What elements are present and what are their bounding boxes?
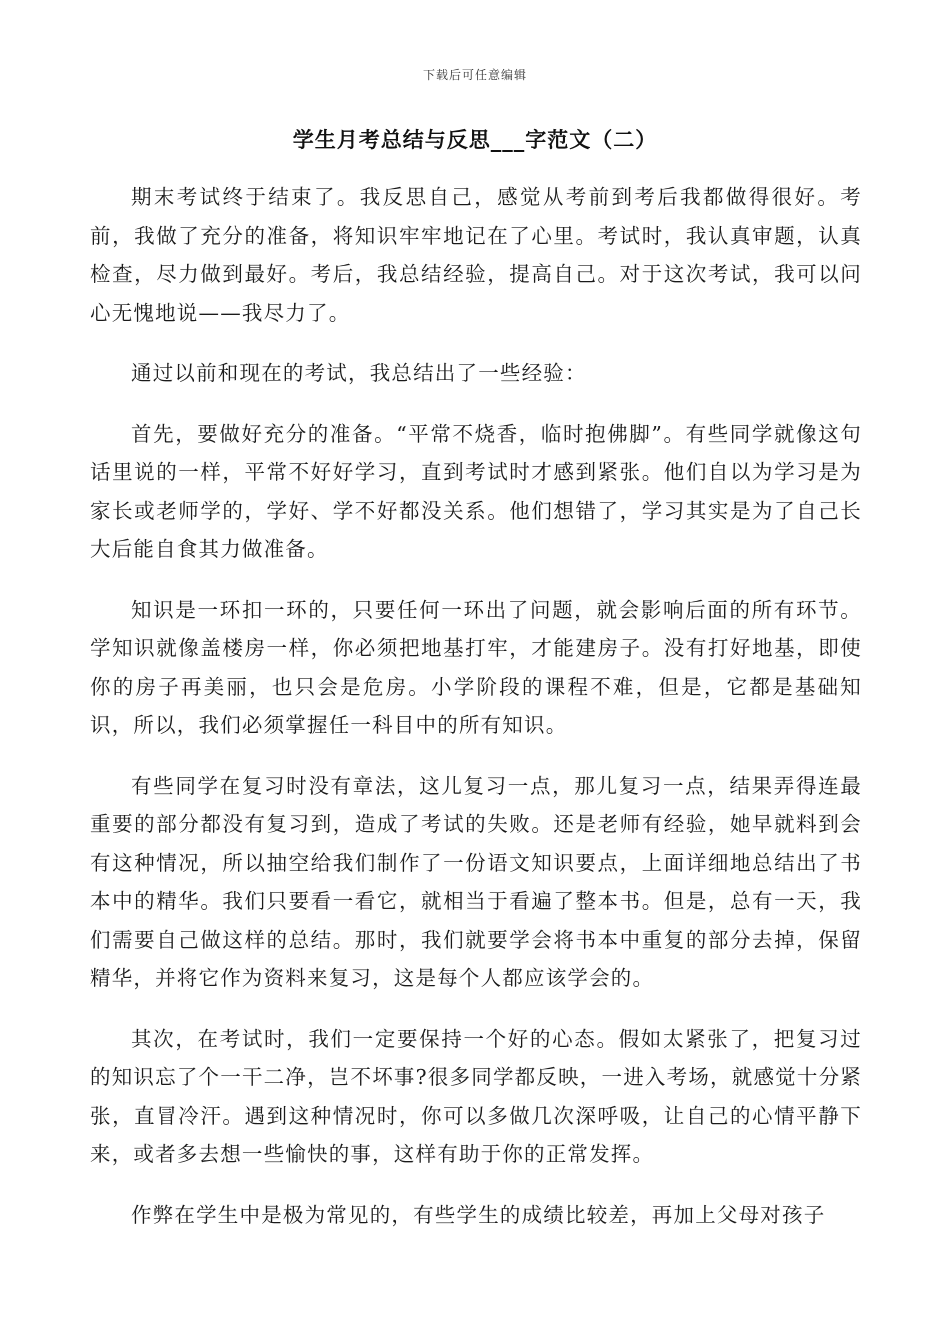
paragraph-2: 通过以前和现在的考试，我总结出了一些经验： bbox=[131, 361, 587, 385]
paragraph-1: 期末考试终于结束了。我反思自己，感觉从考前到考后我都做得很好。考前，我做了充分的准备，将知识牢牢地记在了心里。考试时，我认真审题，认真检查，尽力做到最好。考后，我总结经验，提高自己。对于这次考试，我可以问心无愧地说——我尽力了。 bbox=[90, 185, 862, 325]
header-note: 下载后可任意编辑 bbox=[422, 68, 527, 82]
paragraph-4: 知识是一环扣一环的，只要任何一环出了问题，就会影响后面的所有环节。学知识就像盖楼房一样，你必须把地基打牢，才能建房子。没有打好地基，即使你的房子再美丽，也只会是危房。小学阶段的课程不难，但是，它都是基础知识，所以，我们必须掌握任一科目中的所有知识。 bbox=[90, 597, 862, 737]
document-title: 学生月考总结与反思___字范文（二） bbox=[292, 127, 658, 152]
paragraph-7: 作弊在学生中是极为常见的，有些学生的成绩比较差，再加上父母对孩子 bbox=[131, 1202, 826, 1227]
paragraph-5: 有些同学在复习时没有章法，这儿复习一点，那儿复习一点，结果弄得连最重要的部分都没有复习到，造成了考试的失败。还是老师有经验，她早就料到会有这种情况，所以抽空给我们制作了一份语文知识要点，上面详细地总结出了书本中的精华。我们只要看一看它，就相当于看遍了整本书。但是，总有一天，我们需要自己做这样的总结。那时，我们就要学会将书本中重复的部分去掉，保留精华，并将它作为资料来复习，这是每个人都应该学会的。 bbox=[90, 773, 862, 990]
paragraph-6: 其次，在考试时，我们一定要保持一个好的心态。假如太紧张了，把复习过的知识忘了个一干二净，岂不坏事?很多同学都反映，一进入考场，就感觉十分紧张，直冒冷汗。遇到这种情况时，你可以多做几次深呼吸，让自己的心情平静下来，或者多去想一些愉快的事，这样有助于你的正常发挥。 bbox=[90, 1026, 862, 1166]
document-body bbox=[90, 178, 862, 1256]
paragraph-3: 首先，要做好充分的准备。“平常不烧香，临时抱佛脚”。有些同学就像这句话里说的一样，平常不好好学习，直到考试时才感到紧张。他们自以为学习是为家长或老师学的，学好、学不好都没关系。他们想错了，学习其实是为了自己长大后能自食其力做准备。 bbox=[90, 421, 862, 561]
